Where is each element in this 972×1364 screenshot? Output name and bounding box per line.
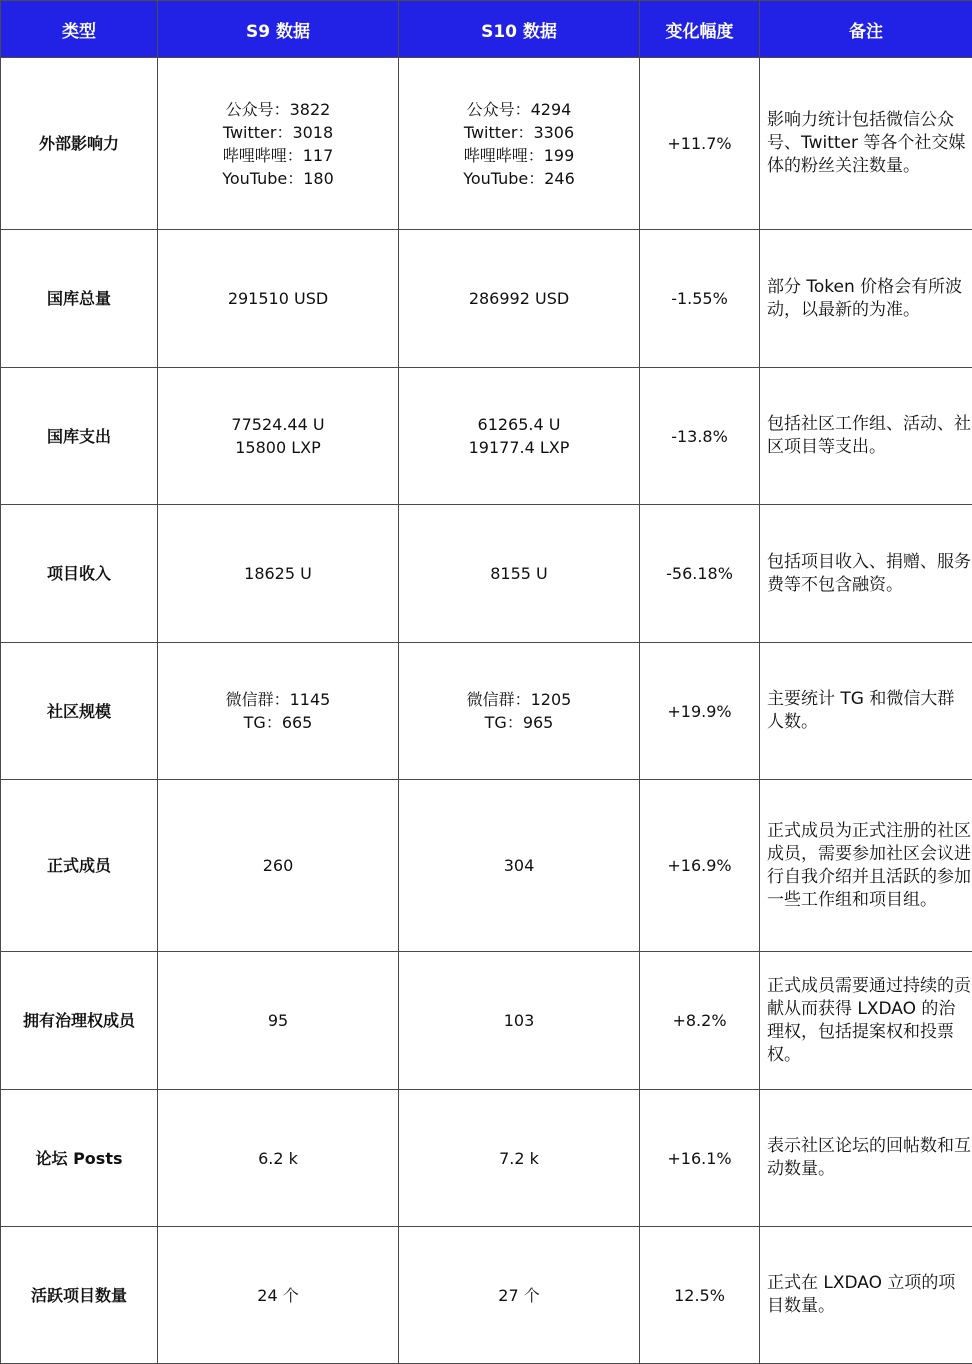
table-header-row xyxy=(1,1,972,58)
row-change: +16.9% xyxy=(640,780,760,952)
cell-line: 286992 USD xyxy=(399,287,639,310)
cell-line: 61265.4 U xyxy=(399,413,639,436)
row-note xyxy=(760,368,972,505)
row-change: +16.1% xyxy=(640,1090,760,1227)
row-type: 国库总量 xyxy=(1,230,158,368)
row-s9 xyxy=(158,643,399,780)
cell-line: 27 个 xyxy=(399,1284,639,1307)
note-text: 影响力统计包括微信公众号、Twitter 等各个社交媒体的粉丝关注数量。 xyxy=(767,109,971,178)
row-note xyxy=(760,952,972,1090)
row-s10 xyxy=(399,952,640,1090)
row-note xyxy=(760,58,972,230)
cell-line: YouTube：246 xyxy=(399,167,639,190)
row-change: -56.18% xyxy=(640,505,760,643)
note-text: 包括社区工作组、活动、社区项目等支出。 xyxy=(767,413,971,459)
row-s10 xyxy=(399,1227,640,1364)
row-type: 国库支出 xyxy=(1,368,158,505)
cell-line: 哔哩哔哩：199 xyxy=(399,144,639,167)
note-text: 正式在 LXDAO 立项的项目数量。 xyxy=(767,1272,971,1318)
note-text: 正式成员需要通过持续的贡献从而获得 LXDAO 的治理权，包括提案权和投票权。 xyxy=(767,975,971,1067)
note-text: 主要统计 TG 和微信大群人数。 xyxy=(767,688,971,734)
row-s10 xyxy=(399,780,640,952)
cell-line: 6.2 k xyxy=(158,1147,398,1170)
row-change: -1.55% xyxy=(640,230,760,368)
cell-line: 微信群：1205 xyxy=(399,688,639,711)
row-type: 正式成员 xyxy=(1,780,158,952)
cell-line: 哔哩哔哩：117 xyxy=(158,144,398,167)
row-s10 xyxy=(399,58,640,230)
row-type: 外部影响力 xyxy=(1,58,158,230)
table-row xyxy=(1,780,972,952)
note-text: 部分 Token 价格会有所波动，以最新的为准。 xyxy=(767,276,971,322)
table-row xyxy=(1,1090,972,1227)
row-note xyxy=(760,780,972,952)
row-s9 xyxy=(158,952,399,1090)
table-row xyxy=(1,505,972,643)
note-text: 正式成员为正式注册的社区成员，需要参加社区会议进行自我介绍并且活跃的参加一些工作组和项目组。 xyxy=(767,820,971,912)
cell-line: Twitter：3306 xyxy=(399,121,639,144)
row-s9 xyxy=(158,58,399,230)
table-row xyxy=(1,58,972,230)
row-type: 项目收入 xyxy=(1,505,158,643)
header-note: 备注 xyxy=(760,1,972,58)
cell-line: 304 xyxy=(399,854,639,877)
row-s10 xyxy=(399,1090,640,1227)
cell-line: Twitter：3018 xyxy=(158,121,398,144)
row-change: +11.7% xyxy=(640,58,760,230)
cell-line: 291510 USD xyxy=(158,287,398,310)
row-change: +19.9% xyxy=(640,643,760,780)
cell-line: 8155 U xyxy=(399,562,639,585)
cell-line: 103 xyxy=(399,1009,639,1032)
row-s9 xyxy=(158,1227,399,1364)
row-s9 xyxy=(158,780,399,952)
row-note xyxy=(760,1090,972,1227)
table-row xyxy=(1,952,972,1090)
cell-line: 19177.4 LXP xyxy=(399,436,639,459)
row-s9 xyxy=(158,1090,399,1227)
cell-line: 24 个 xyxy=(158,1284,398,1307)
cell-line: TG：665 xyxy=(158,711,398,734)
header-s10: S10 数据 xyxy=(399,1,640,58)
cell-line: 7.2 k xyxy=(399,1147,639,1170)
table-row xyxy=(1,368,972,505)
row-s9 xyxy=(158,368,399,505)
row-type: 活跃项目数量 xyxy=(1,1227,158,1364)
cell-line: 公众号：3822 xyxy=(158,98,398,121)
row-s10 xyxy=(399,230,640,368)
row-change: 12.5% xyxy=(640,1227,760,1364)
header-s9: S9 数据 xyxy=(158,1,399,58)
note-text: 表示社区论坛的回帖数和互动数量。 xyxy=(767,1135,971,1181)
row-note xyxy=(760,1227,972,1364)
row-s9 xyxy=(158,230,399,368)
row-s10 xyxy=(399,505,640,643)
row-s10 xyxy=(399,643,640,780)
cell-line: TG：965 xyxy=(399,711,639,734)
cell-line: 18625 U xyxy=(158,562,398,585)
row-type: 社区规模 xyxy=(1,643,158,780)
row-type: 拥有治理权成员 xyxy=(1,952,158,1090)
cell-line: 95 xyxy=(158,1009,398,1032)
cell-line: 77524.44 U xyxy=(158,413,398,436)
row-note xyxy=(760,643,972,780)
row-s9 xyxy=(158,505,399,643)
row-s10 xyxy=(399,368,640,505)
cell-line: 15800 LXP xyxy=(158,436,398,459)
cell-line: 260 xyxy=(158,854,398,877)
row-change: -13.8% xyxy=(640,368,760,505)
table-row xyxy=(1,230,972,368)
table-row xyxy=(1,643,972,780)
row-type: 论坛 Posts xyxy=(1,1090,158,1227)
header-type: 类型 xyxy=(1,1,158,58)
row-note xyxy=(760,230,972,368)
cell-line: 公众号：4294 xyxy=(399,98,639,121)
header-change: 变化幅度 xyxy=(640,1,760,58)
row-note xyxy=(760,505,972,643)
cell-line: YouTube：180 xyxy=(158,167,398,190)
row-change: +8.2% xyxy=(640,952,760,1090)
table-row xyxy=(1,1227,972,1364)
cell-line: 微信群：1145 xyxy=(158,688,398,711)
note-text: 包括项目收入、捐赠、服务费等不包含融资。 xyxy=(767,551,971,597)
